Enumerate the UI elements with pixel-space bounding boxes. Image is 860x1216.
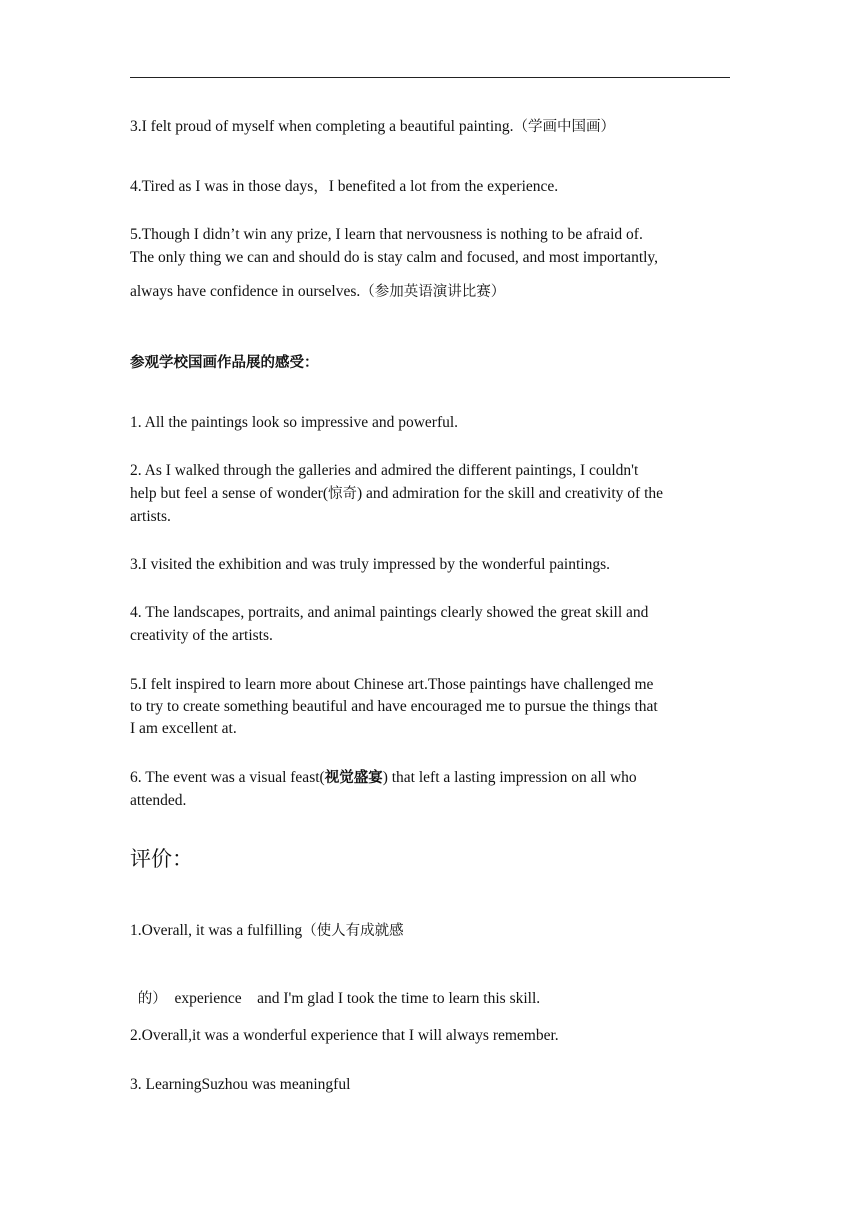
paragraph-a3-note: （学画中国画） (513, 119, 616, 135)
paragraph-b6-line1 (130, 767, 730, 790)
paragraph-c1-line2-cjk: 的） (137, 990, 167, 1007)
paragraph-c1-line2 (130, 965, 730, 1010)
paragraph-b2-line2-a: help but feel a sense of wonder( (130, 485, 328, 502)
paragraph-b2-line2-b: ) and admiration for the skill and creativity of the (356, 485, 664, 502)
paragraph-b2-line2 (130, 483, 730, 506)
paragraph-c1-line1 (130, 920, 730, 943)
section-heading-exhibition: 参观学校国画作品展的感受： (130, 355, 319, 371)
section-heading-evaluation: 评价： (130, 847, 193, 871)
paragraph-b2-line1: 2. As I walked through the galleries and admired the different paintings, I couldn't (130, 462, 639, 479)
paragraph-b4-line2: creativity of the artists. (130, 627, 273, 644)
paragraph-b3: 3.I visited the exhibition and was truly impressed by the wonderful paintings. (130, 556, 610, 573)
paragraph-a3-text: 3.I felt proud of myself when completing a beautiful painting. (130, 118, 514, 135)
paragraph-b2-cjk: 惊奇 (327, 486, 357, 502)
paragraph-b5-line2: to try to create something beautiful and have encouraged me to pursue the things that (130, 698, 658, 715)
paragraph-b1: 1. All the paintings look so impressive and powerful. (130, 414, 459, 431)
paragraph-a3 (130, 116, 730, 139)
paragraph-b5-line1: 5.I felt inspired to learn more about Chinese art.Those paintings have challenged me (130, 676, 654, 693)
paragraph-a5-line3 (130, 281, 730, 304)
paragraph-c1-line2-b: experience and I'm glad I took the time to learn this skill. (166, 989, 541, 1007)
paragraph-b2-line3: artists. (130, 508, 171, 525)
paragraph-c2: 2.Overall,it was a wonderful experience that I will always remember. (130, 1027, 559, 1044)
paragraph-b6-line2: attended. (130, 792, 187, 809)
paragraph-c1-line1-a: 1.Overall, it was a fulfilling (130, 922, 303, 939)
header-rule (130, 77, 730, 78)
paragraph-b4-line1: 4. The landscapes, portraits, and animal paintings clearly showed the great skill and (130, 604, 649, 621)
paragraph-b5-line3: I am excellent at. (130, 720, 237, 737)
paragraph-a5-line2: The only thing we can and should do is stay calm and focused, and most importantly, (130, 249, 659, 266)
paragraph-c1-line1-cjk: （使人有成就感 (302, 923, 404, 939)
paragraph-a5-line1: 5.Though I didn’t win any prize, I learn that nervousness is nothing to be afraid of. (130, 226, 643, 243)
paragraph-a5-note: （参加英语演讲比赛） (360, 284, 506, 300)
paragraph-b6-line1-b: ) that left a lasting impression on all who (382, 769, 637, 786)
paragraph-b6-cjk: 视觉盛宴 (324, 770, 383, 786)
paragraph-b6-line1-a: 6. The event was a visual feast( (130, 769, 325, 786)
paragraph-c3: 3. LearningSuzhou was meaningful (130, 1076, 351, 1093)
paragraph-a5-line3-text: always have confidence in ourselves. (130, 283, 361, 300)
paragraph-a4: 4.Tired as I was in those days，I benefited a lot from the experience. (130, 178, 559, 195)
